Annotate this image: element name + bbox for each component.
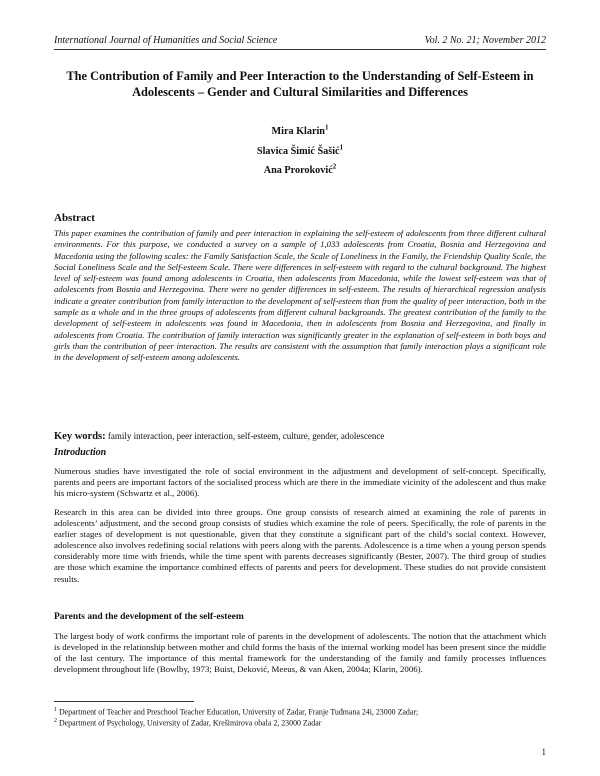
author-3: Ana Proroković$^2$: [263, 162, 337, 176]
keywords-label: Key words:: [54, 431, 106, 442]
header-rule: [54, 49, 546, 50]
section-paragraph-1: The largest body of work confirms the important role of parents in the development of adolescents. The notion that the attachment which is developed in the relationship between mother and child forms the basis of the internal working model has been present since the middle of the last century. The importance of this mental framework for the understanding of the family and family processes influences development throughout life (Bowlby, 1973; Buist, Deković, Meeus, & van Aken, 2004a; Klarin, 2006).: [54, 631, 546, 675]
keywords-text: family interaction, peer interaction, self-esteem, culture, gender, adolescence: [107, 431, 385, 441]
affiliation-mark: 1: [339, 143, 344, 152]
introduction-paragraph-1: Numerous studies have investigated the role of social environment in the adjustment and development of self-concept. Specifically, parents and peers are important factors of the socialised process which are there in the immediate vicinity of the adolescent and thus make his micro-system (Schwartz et al., 2006).: [54, 466, 546, 499]
affiliation-mark: 1: [324, 123, 329, 132]
footnote-rule: [54, 701, 194, 702]
author-2: Slavica Šimić Šašić$^1$: [256, 143, 344, 157]
section-heading: Parents and the development of the self-esteem: [54, 612, 244, 622]
introduction-heading: Introduction: [54, 447, 107, 458]
abstract-heading: Abstract: [54, 212, 95, 224]
introduction-paragraph-2: Research in this area can be divided into three groups. One group consists of research aimed at examining the role of parents in adolescents’ adjustment, and the second group consists of studies which examine the role of peers. Specifically, the role of parents in the earlier stages of development is not questionable, given that they constitute a significant part of the child’s social context. However, adolescence also involves redefining social relations with peers along with the parents. Adolescence is a time when a young person spends considerably more time with friends, while the time spent with parents decreases significantly (Bester, 2007). The third group of studies are those which examine the importance combined effects of parents and peers for development. These studies do not provide consistent results.: [54, 507, 546, 584]
paper-title: The Contribution of Family and Peer Interaction to the Understanding of Self-Esteem in Adolescents – Gender and Cultural Similarities and Differences: [66, 69, 534, 99]
page-number: 1: [541, 747, 546, 757]
footnote-2: $^2$ Department of Psychology, University of Zadar, Krešimirova obala 2, 23000 Zadar: [54, 718, 322, 728]
affiliation-mark: 2: [332, 162, 337, 171]
footnote-1: $^1$ Department of Teacher and Preschool Teacher Education, University of Zadar, Franje Tuđmana 24i, 23000 Zadar;: [54, 707, 419, 717]
issue-info: Vol. 2 No. 21; November 2012: [424, 35, 546, 46]
journal-name: International Journal of Humanities and Social Science: [54, 35, 278, 46]
keywords: [54, 430, 546, 443]
author-list: [0, 122, 600, 181]
abstract-text: This paper examines the contribution of family and peer interaction in explaining the self-esteem of adolescents from three different cultural environments. For this purpose, we conducted a survey on a sample of 1,033 adolescents from Croatia, Bosnia and Herzegovina and Macedonia using the following scales: the Family Satisfaction Scale, the Scale of Loneliness in the Family, the Friendship Quality Scale, the Social Loneliness Scale and the Self-esteem Scale. There were differences in self-esteem with regard to the cultural background. The highest level of self-esteem was found among adolescents in Croatia, then adolescents from Macedonia, while the lowest self-esteem was that of adolescents from Bosnia and Herzegovina. There were no gender differences in self-esteem. The results of hierarchical regression analysis indicate a greater contribution from family interaction to the development of self-esteem than from the quality of peer interaction, both in the sample as a whole and in the three groups of adolescents from different cultural backgrounds. The greatest contribution of the family to the development of self-esteem in adolescents was found in Macedonia, then in adolescents from Bosnia and Herzegovina, and finally in adolescents from Croatia. The contribution of family interaction was significantly greater in the explanation of self-esteem in both boys and girls than the contribution of peer interaction. The results are consistent with the assumption that family interaction plays a significant role in the development of self-esteem among adolescents.: [54, 228, 546, 363]
author-1: Mira Klarin$^1$: [271, 123, 329, 137]
